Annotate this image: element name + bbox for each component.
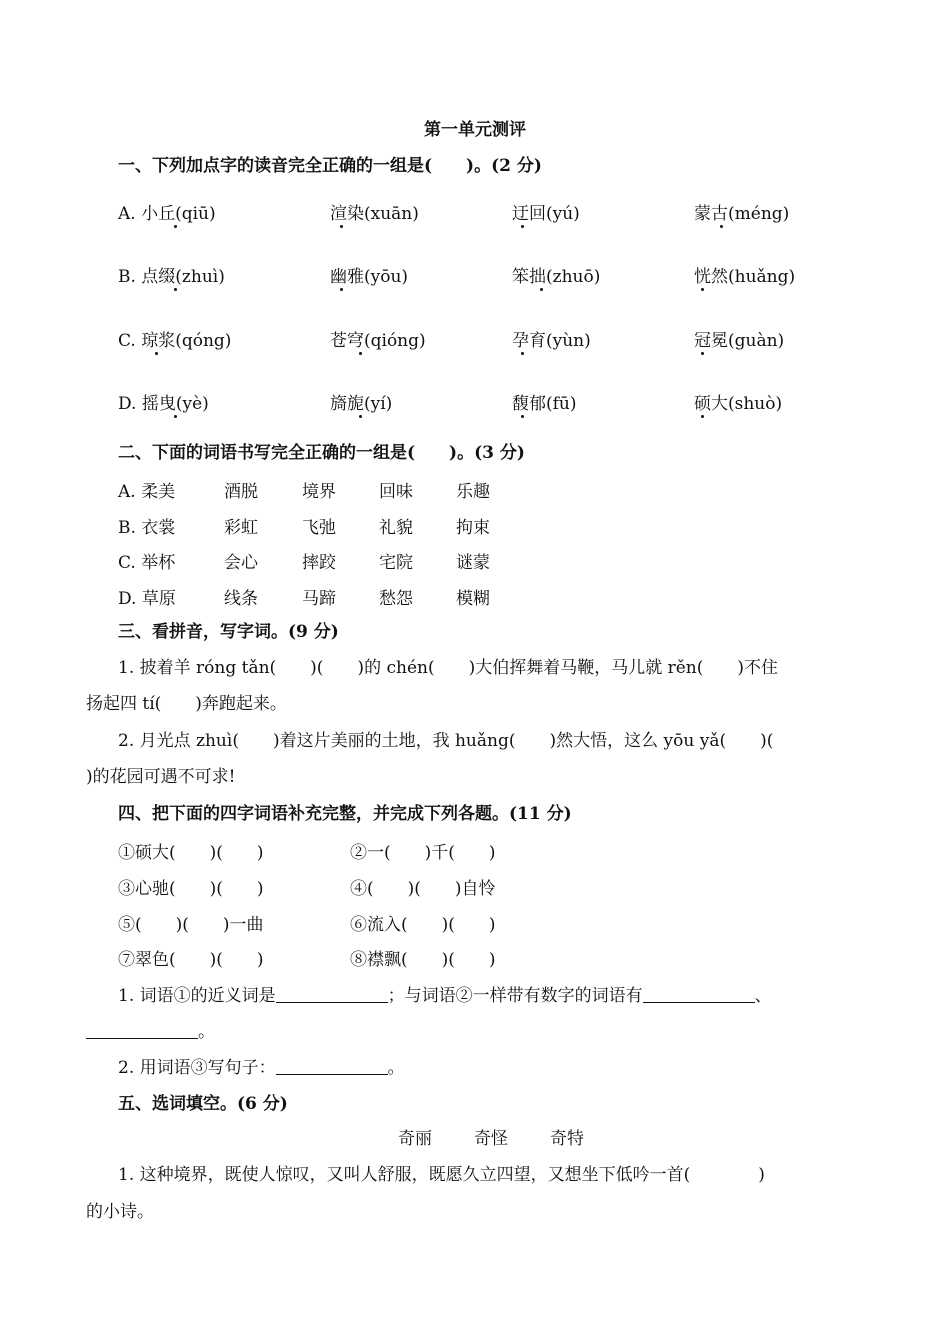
q2-word: 彩虹: [224, 518, 258, 538]
q2-word: 礼貌: [379, 518, 413, 538]
q1-option: B. 点缀(zhuì): [118, 267, 225, 287]
q2-word: 摔跤: [302, 553, 336, 573]
emphasis-dot: [521, 415, 524, 418]
q1-option: 蒙古(méng): [694, 204, 790, 224]
emphasis-dot: [521, 352, 524, 355]
q4-sub-question-2: [118, 1056, 405, 1080]
answer-blank[interactable]: [276, 984, 388, 1003]
q4-sub2-text: 2. 用词语③写句子：: [118, 1058, 276, 1078]
q2-word: 谜蒙: [456, 553, 490, 573]
emphasis-dot: [174, 415, 177, 418]
q1-option: 馥郁(fū): [512, 394, 577, 414]
q4-heading: 四、把下面的四字词语补充完整，并完成下列各题。(11 分): [118, 804, 572, 824]
word-choice: 奇特: [550, 1129, 584, 1149]
word-choice: 奇丽: [398, 1129, 432, 1149]
q2-word: B. 衣裳: [118, 518, 176, 538]
q1-option: 冠冕(guàn): [694, 331, 785, 351]
q2-word: 回味: [379, 482, 413, 502]
q1-option: 幽雅(yōu): [330, 267, 409, 287]
idiom-blank: ①硕大( )( ): [118, 843, 264, 863]
q2-word: D. 草原: [118, 589, 176, 609]
emphasis-dot: [359, 415, 362, 418]
emphasis-dot: [340, 288, 343, 291]
idiom-blank: ⑧襟飘( )( ): [350, 950, 496, 970]
q1-option: 笨拙(zhuō): [512, 267, 601, 287]
q2-word: C. 举杯: [118, 553, 176, 573]
q4-sub1-text-c: 、: [754, 986, 772, 1006]
q4-sub-question-1-cont: [86, 1020, 215, 1044]
q3-item-1-line-2: 扬起四 tí( )奔跑起来。: [86, 694, 287, 714]
q1-option: D. 摇曳(yè): [118, 394, 209, 414]
q2-word: 愁怨: [379, 589, 413, 609]
q1-heading: 一、下列加点字的读音完全正确的一组是( )。(2 分): [118, 156, 542, 176]
answer-blank[interactable]: [276, 1056, 388, 1075]
q1-option: A. 小丘(qiū): [118, 204, 216, 224]
emphasis-dot: [701, 288, 704, 291]
emphasis-dot: [359, 352, 362, 355]
answer-blank[interactable]: [86, 1020, 198, 1039]
q1-option: 恍然(huǎng): [694, 267, 796, 287]
q2-word: 线条: [224, 589, 258, 609]
q1-option: 孕育(yùn): [512, 331, 591, 351]
q1-option: C. 琼浆(qóng): [118, 331, 232, 351]
emphasis-dot: [540, 288, 543, 291]
q1-option: 迂回(yú): [512, 204, 580, 224]
emphasis-dot: [174, 288, 177, 291]
emphasis-dot: [174, 225, 177, 228]
emphasis-dot: [155, 352, 158, 355]
q3-item-2-line-2: )的花园可遇不可求!: [86, 767, 236, 787]
q4-sub-question-1: [118, 984, 772, 1008]
idiom-blank: ⑦翠色( )( ): [118, 950, 264, 970]
q5-sentence-1-line-1: 1. 这种境界，既使人惊叹，又叫人舒服，既愿久立四望，又想坐下低吟一首( ): [118, 1165, 765, 1185]
q1-option: 硕大(shuò): [694, 394, 783, 414]
q4-sub1-text-a: 1. 词语①的近义词是: [118, 986, 276, 1006]
q1-option: 苍穹(qióng): [330, 331, 426, 351]
emphasis-dot: [720, 225, 723, 228]
q2-word: 酒脱: [224, 482, 258, 502]
q4-sub2-end: 。: [387, 1058, 405, 1078]
idiom-blank: ④( )( )自怜: [350, 879, 496, 899]
q1-option: 渲染(xuān): [330, 204, 419, 224]
q2-word: 拘束: [456, 518, 490, 538]
q2-word: 模糊: [456, 589, 490, 609]
page-title: 第一单元测评: [424, 120, 526, 140]
q2-word: 宅院: [379, 553, 413, 573]
q1-option: 旖旎(yí): [330, 394, 393, 414]
idiom-blank: ③心驰( )( ): [118, 879, 264, 899]
q5-sentence-1-line-2: 的小诗。: [86, 1202, 154, 1222]
q4-sub1-text-b: ；与词语②一样带有数字的词语有: [387, 986, 643, 1006]
q3-item-2-line-1: 2. 月光点 zhuì( )着这片美丽的土地，我 huǎng( )然大悟，这么 yōu yǎ( )(: [118, 731, 774, 751]
emphasis-dot: [701, 415, 704, 418]
q4-sub1-end: 。: [198, 1022, 215, 1042]
word-choice: 奇怪: [474, 1129, 508, 1149]
emphasis-dot: [340, 225, 343, 228]
q3-item-1-line-1: 1. 披着羊 róng tǎn( )( )的 chén( )大伯挥舞着马鞭，马儿就 rěn( )不住: [118, 658, 779, 678]
q2-word: 境界: [302, 482, 336, 502]
idiom-blank: ⑤( )( )一曲: [118, 915, 264, 935]
answer-blank[interactable]: [643, 984, 755, 1003]
q2-heading: 二、下面的词语书写完全正确的一组是( )。(3 分): [118, 443, 525, 463]
q2-word: 马蹄: [302, 589, 336, 609]
idiom-blank: ⑥流入( )( ): [350, 915, 496, 935]
emphasis-dot: [701, 352, 704, 355]
q3-heading: 三、看拼音，写字词。(9 分): [118, 622, 339, 642]
emphasis-dot: [521, 225, 524, 228]
q2-word: 飞弛: [302, 518, 336, 538]
q2-word: 乐趣: [456, 482, 490, 502]
q2-word: A. 柔美: [118, 482, 176, 502]
q2-word: 会心: [224, 553, 258, 573]
idiom-blank: ②一( )千( ): [350, 843, 496, 863]
q5-heading: 五、选词填空。(6 分): [118, 1094, 288, 1114]
